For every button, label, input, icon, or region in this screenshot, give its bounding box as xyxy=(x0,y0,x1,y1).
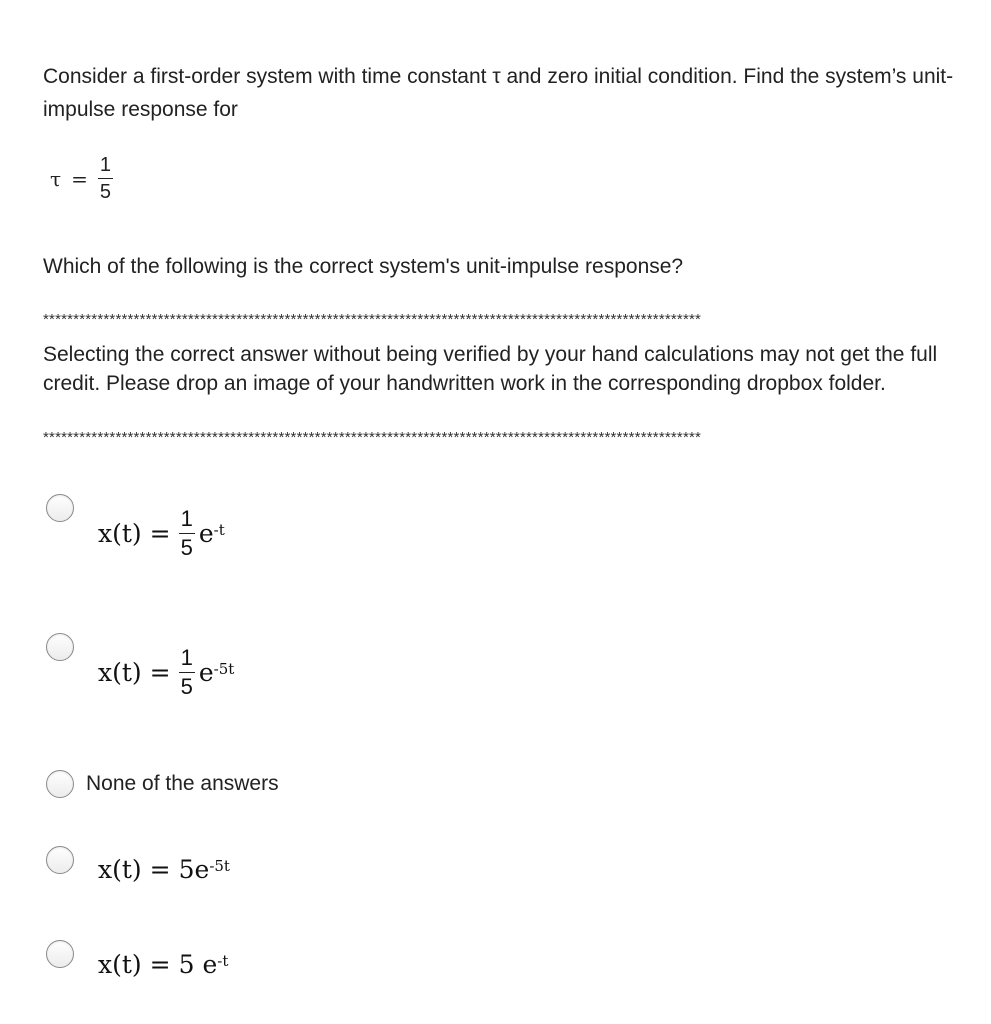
option-1-exponent: -t xyxy=(213,520,225,539)
option-1-denominator: 5 xyxy=(180,535,193,560)
option-4-radio[interactable] xyxy=(46,846,74,874)
option-3-label: None of the answers xyxy=(86,772,279,795)
option-1-lhs: x(t) xyxy=(98,519,142,548)
tau-equation xyxy=(50,155,113,202)
tau-symbol: τ xyxy=(50,166,62,191)
option-5-equals: = xyxy=(149,950,171,979)
option-1-base: e xyxy=(198,519,214,548)
option-5-coefficient: 5 e xyxy=(178,950,218,979)
option-2-lhs: x(t) xyxy=(98,658,142,687)
option-5-lhs: x(t) xyxy=(98,950,142,979)
instruction-note: Selecting the correct answer without being verified by your hand calculations may not get the full credit. Please drop an image of your handwritten work in the corresponding dropbox folder. xyxy=(43,343,938,395)
option-4-exponent: -5t xyxy=(209,856,230,875)
tau-denominator: 5 xyxy=(98,178,113,202)
option-5-formula xyxy=(98,950,228,979)
option-2-equals: = xyxy=(149,658,171,687)
option-2-base: e xyxy=(198,658,214,687)
option-2-formula xyxy=(98,647,234,698)
tau-fraction xyxy=(98,155,113,202)
option-4-lhs: x(t) xyxy=(98,855,142,884)
option-1-radio[interactable] xyxy=(46,494,74,522)
option-4-equals: = xyxy=(149,855,171,884)
tau-numerator: 1 xyxy=(99,154,111,176)
option-2-exponent: -5t xyxy=(213,659,235,678)
option-1-equals: = xyxy=(149,519,171,548)
option-2-fraction xyxy=(179,647,195,698)
separator-bottom: ************************************************************************************************************* xyxy=(43,430,702,445)
option-1-fraction xyxy=(179,508,195,559)
option-2-numerator: 1 xyxy=(180,645,193,670)
question-intro: Consider a first-order system with time constant τ and zero initial condition. Find the system’s unit-impulse response for xyxy=(43,65,954,121)
option-2-radio[interactable] xyxy=(46,633,74,661)
option-1-formula xyxy=(98,508,225,559)
option-3-radio[interactable] xyxy=(46,770,74,798)
option-5-exponent: -t xyxy=(217,951,229,970)
separator-top: ************************************************************************************************************* xyxy=(43,312,702,327)
question-prompt: Which of the following is the correct system's unit-impulse response? xyxy=(43,255,684,278)
option-5-radio[interactable] xyxy=(46,940,74,968)
option-2-denominator: 5 xyxy=(180,674,193,699)
option-4-coefficient: 5e xyxy=(178,855,210,884)
tau-equals: = xyxy=(71,166,88,191)
option-4-formula xyxy=(98,855,230,884)
option-1-numerator: 1 xyxy=(180,506,193,531)
